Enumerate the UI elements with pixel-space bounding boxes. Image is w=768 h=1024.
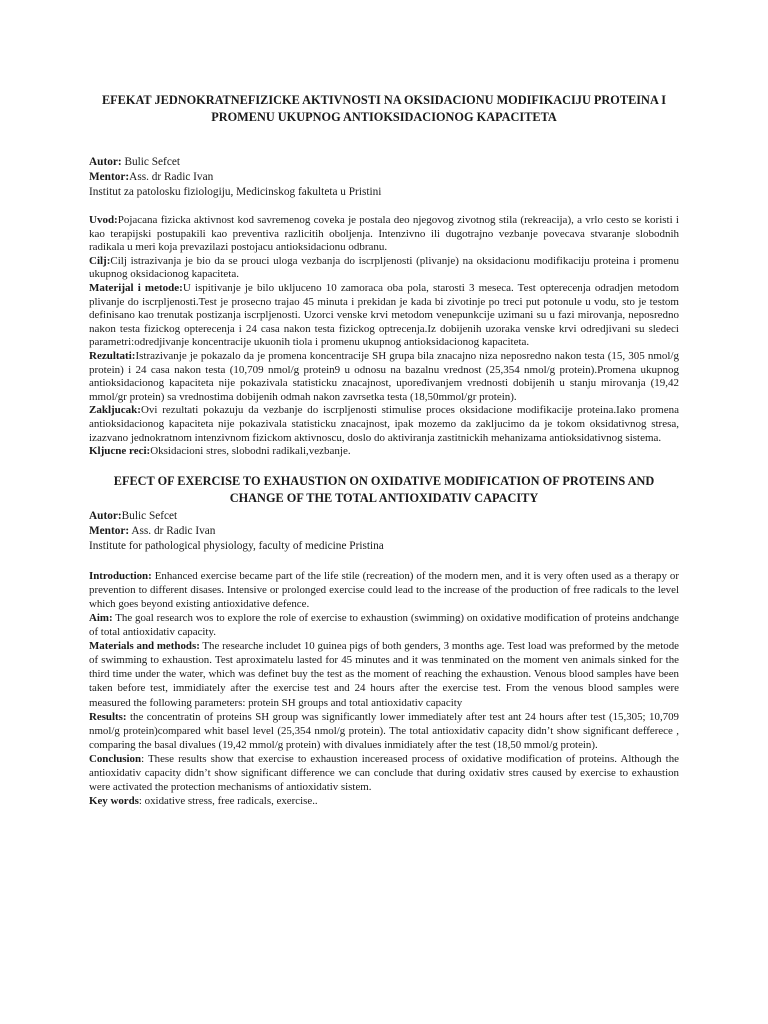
- english-body: [89, 569, 679, 809]
- english-institution: Institute for pathological physiology, faculty of medicine Pristina: [89, 539, 384, 552]
- kljucne-reci-text: Oksidacioni stres, slobodni radikali,vezbanje.: [150, 445, 351, 458]
- zakljucak-paragraph: [89, 404, 679, 445]
- zakljucak-text: Ovi rezultati pokazuju da vezbanje do iscrpljenosti stimulise proces oksidacione modifikacije proteina.Iako promena antioksidacionog kapaciteta nije pokazivala statisticku znacajnost, ipak mozemo da zakljucimo da je tokom oksidativnog stresa, izazvano jednokratnom intenzivnom fizickom aktivnoscu, doslo do aktiviranja zastitnickih mehanizama antioksidativnog sistema.: [89, 404, 679, 444]
- english-abstract: [89, 473, 679, 809]
- author-value: Bulic Sefcet: [121, 156, 180, 168]
- uvod-label: Uvod:: [89, 214, 118, 226]
- english-mentor-line: [89, 524, 679, 539]
- materials-text: The researche includet 10 guinea pigs of both genders, 3 months age. Test load was preformed by the metode of swimming to exhaustion. Test aproximatelu lasted for 45 minutes and it was tenminated on the moment ven animals sinked for the third time under the water, which was definet buy the test as the moment of reaching the exhaustion. Venous blood samples have been taken before test, immidiately after the exercise test and 24 hours after the exercise test. From the venous blood samples were measured the following parameters: protein SH groups and total antioxidativ capacity: [89, 640, 680, 709]
- mentor-value: Ass. dr Radic Ivan: [129, 524, 216, 537]
- zakljucak-label: Zakljucak:: [89, 404, 141, 417]
- english-title-line-2: CHANGE OF THE TOTAL ANTIOXIDATIV CAPACITY: [229, 490, 539, 505]
- uvod-paragraph: [89, 214, 679, 255]
- rezultati-paragraph: [89, 350, 679, 404]
- materials-paragraph: [89, 639, 679, 709]
- keywords-paragraph: [89, 794, 679, 808]
- english-title: [85, 473, 683, 507]
- kljucne-reci-paragraph: [89, 445, 679, 459]
- introduction-label: Introduction:: [89, 569, 152, 582]
- rezultati-text: Istrazivanje je pokazalo da je promena koncentracije SH grupa bila znacajno niza neposredno nakon testa (15, 305 nmol/g protein) i 24 casa nakon testa (10,709 nmol/g protein9 u odnosu na bazalnu vrednost (25,354 nmol/g protein).Promena ukupnog antioksidacionog kapaciteta nije pokazivala statisticku znacajnost, upoređivanjem vrednosti dobijenih u stanju mirovanja (19,42 mmol/gr protein) sa vrednostima dobijenih odmah nakon zavrsetka testa (18,50mmol/gr protein).: [89, 349, 679, 403]
- cilj-text: Cilj istrazivanja je bio da se prouci uloga vezbanja do iscrpljenosti (plivanje) na oksidacionu modifikaciju proteina i promenu ukupnog oksidacionog kapaciteta.: [89, 254, 679, 281]
- mentor-label: Mentor:: [89, 171, 130, 183]
- cilj-paragraph: [89, 255, 679, 282]
- rezultati-label: Rezultati:: [89, 349, 136, 362]
- conclusion-paragraph: [89, 752, 679, 794]
- materijal-paragraph: [89, 282, 679, 350]
- serbian-title-line-1: EFEKAT JEDNOKRATNEFIZICKE AKTIVNOSTI NA OKSIDACIONU MODIFIKACIJU PROTEINA I: [101, 93, 667, 107]
- conclusion-label: Conclusion: [89, 752, 142, 765]
- results-text: the concentratin of proteins SH group was significantly lower immediately after test ant 24 hours after test (15,305; 10,709 nmol/g protein)compared whit basel level (25,354 nmol/g protein). The total antioxidativ capacity didn’t show significant defferece , comparing the basal divalues (19,42 mmol/g protein) with divalues inmidiately after the test (18,50 mmol/g protein).: [89, 710, 679, 751]
- keywords-text: : oxidative stress, free radicals, exercise..: [138, 795, 318, 808]
- introduction-paragraph: [89, 569, 679, 611]
- cilj-label: Cilj:: [89, 254, 111, 267]
- serbian-authors-block: [89, 155, 679, 200]
- serbian-abstract: [89, 92, 679, 459]
- materials-label: Materials and methods:: [89, 640, 200, 653]
- materijal-text: U ispitivanje je bilo ukljuceno 10 zamoraca oba pola, starosti 3 meseca. Test opterecenja odradjen metodom plivanje do iscrpljenosti.Test je prosecno trajao 45 minuta i prekidan je kada bi zivotinje po treci put potonule u vodu, sto je testom definisano kao trenutak postizanja iscrpljenosti. Uzorci venske krvi metodom venepunkcije uzimani su u fazi mirovanja, neposredno nakon testa fizickog opterecenja i 24 casa nakon testa fizickog optrecenja.Iz dobijenih uzoraka venske krvi odredjivani su sledeci parametri:odredjivanje koncentracije ukuonih tiola i promenu ukupnog antioksidacionog kapaciteta.: [89, 281, 680, 349]
- conclusion-text: : These results show that exercise to exhaustion incereased process of oxidative modification of proteins. Although the antioxidativ capacity didn’t show significant difference we can conclude that during oxidativ stres caused by exercise to exhaustion were activated the protection mechanisms of antioxidativ sistem.: [89, 752, 679, 794]
- author-label: Autor:: [89, 156, 122, 168]
- english-author-line: [89, 509, 679, 524]
- serbian-title: [85, 92, 683, 126]
- aim-text: The goal research wos to explore the role of exercise to exhaustion (swimming) on oxidative modification of proteins andchange of total antioxidativ capacity.: [89, 611, 679, 639]
- introduction-text: Enhanced exercise became part of the life stile (recreation) of the modern men, and it is very often used as a therapy or prevention to different disases. Intensive or prolonged exercise could lead to the increase of the production of free radicals to the level which goes beyond existing antioxidative defence.: [89, 569, 679, 610]
- aim-paragraph: [89, 611, 679, 639]
- materijal-label: Materijal i metode:: [89, 281, 183, 294]
- mentor-value: Ass. dr Radic Ivan: [129, 171, 214, 183]
- english-authors-block: [89, 509, 679, 554]
- results-paragraph: [89, 710, 679, 752]
- english-title-line-1: EFECT OF EXERCISE TO EXHAUSTION ON OXIDATIVE MODIFICATION OF PROTEINS AND: [113, 473, 655, 488]
- keywords-label: Key words: [89, 795, 139, 808]
- kljucne-reci-label: Kljucne reci:: [89, 445, 151, 458]
- serbian-title-line-2: PROMENU UKUPNOG ANTIOKSIDACIONOG KAPACITETA: [211, 110, 557, 124]
- author-value: Bulic Sefcet: [121, 509, 178, 522]
- results-label: Results:: [89, 710, 127, 723]
- aim-label: Aim:: [89, 611, 113, 624]
- serbian-body: [89, 214, 679, 459]
- author-label: Autor:: [89, 509, 122, 522]
- mentor-label: Mentor:: [89, 524, 130, 537]
- serbian-mentor-line: [89, 170, 679, 185]
- serbian-author-line: [89, 155, 679, 170]
- serbian-institution: Institut za patolosku fiziologiju, Medicinskog fakulteta u Pristini: [89, 186, 382, 198]
- uvod-text: Pojacana fizicka aktivnost kod savremenog coveka je postala deo njegovog zivotnog stila (rekreacija), a vrlo cesto se koristi i kao terapijski postupakili kao preventiva razlicitih oboljenja. Intenzivno ili dugotrajno vezbanje povecava stvaranje slobodnih radikala u meri koja prevazilazi postojacu antioksidacionu odbranu.: [89, 214, 679, 254]
